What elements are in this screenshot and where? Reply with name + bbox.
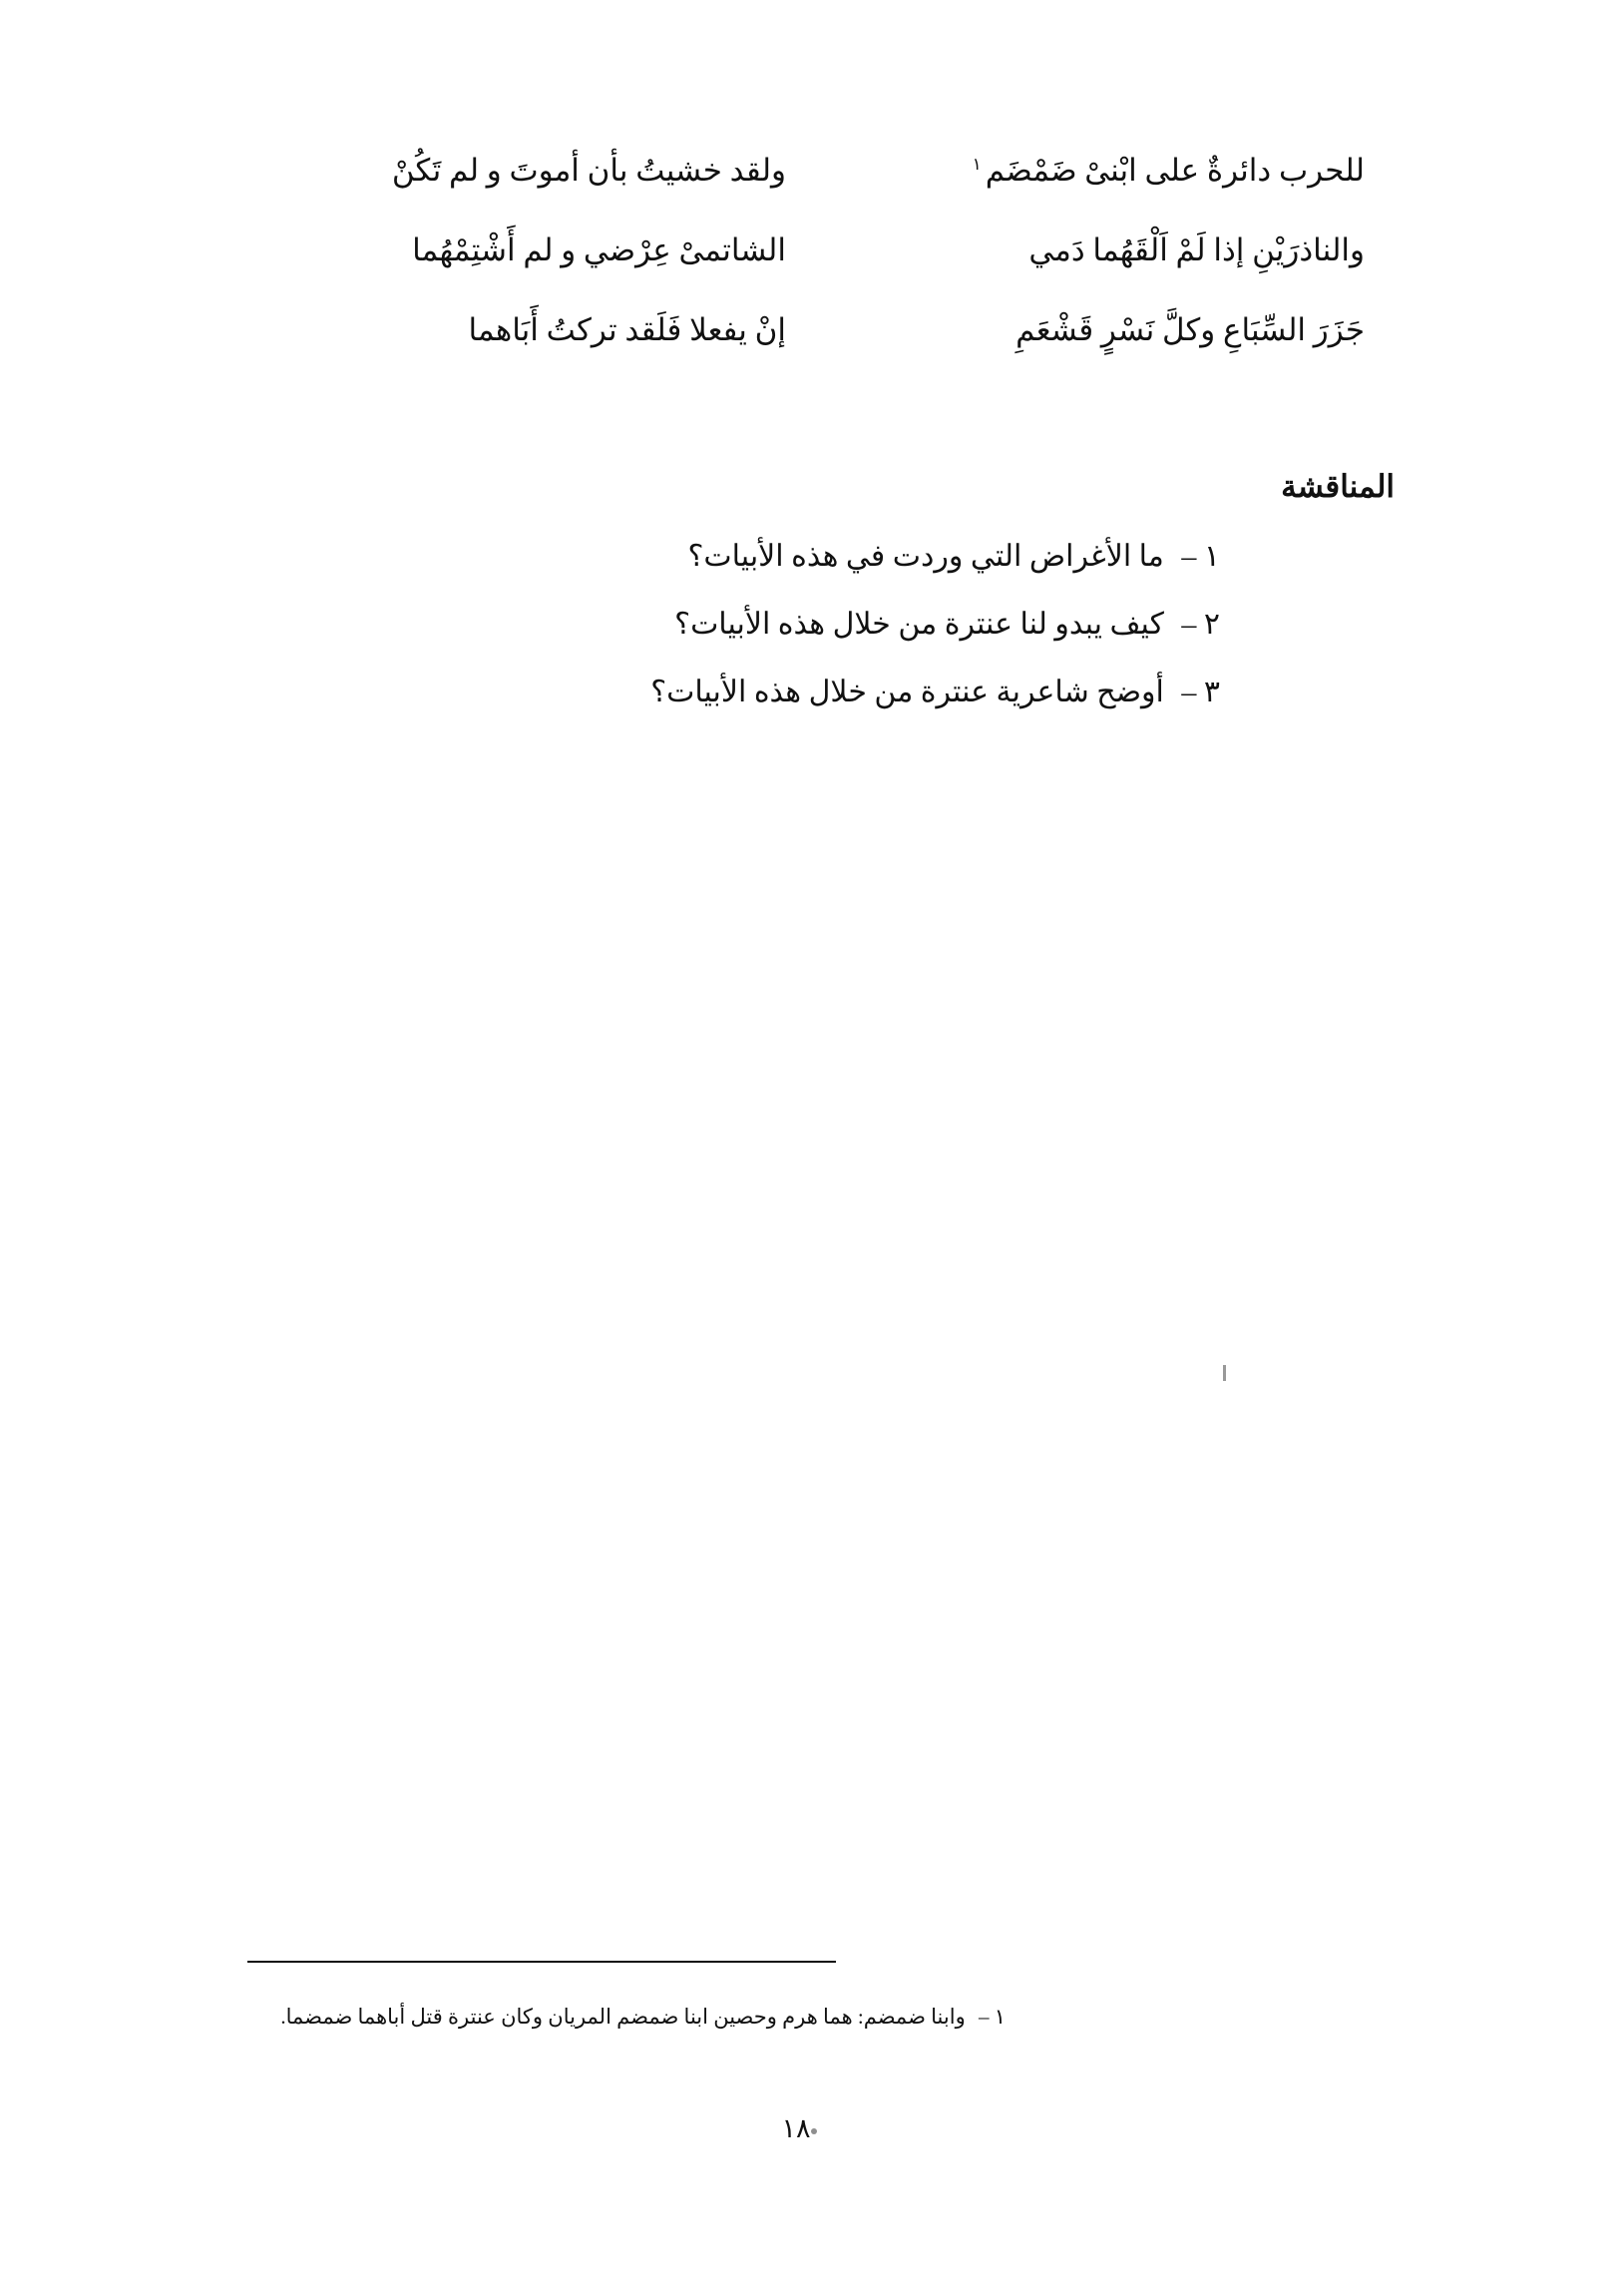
poem-hemistich-first: إنْ يفعلا فَلَقد تركتُ أَبَاهما — [468, 311, 786, 347]
page-number — [0, 2113, 1624, 2144]
poem-hemistich-first: ولقد خشيتُ بأن أموتَ و لم تَكُنْ — [391, 153, 786, 188]
poem-line — [229, 309, 1395, 351]
question-text: ما الأغراض التي وردت في هذه الأبيات؟ — [687, 540, 1164, 573]
discussion-heading: المناقشة — [1281, 469, 1395, 504]
poem-hemistich-second: والناذرَيْنِ إذا لَمْ اَلْقَهُما دَمي — [1028, 231, 1365, 267]
poem-line — [229, 229, 1395, 271]
poem-block — [229, 150, 1395, 389]
question-text: أوضح شاعرية عنترة من خلال هذه الأبيات؟ — [650, 676, 1164, 708]
footnote — [229, 2005, 1395, 2030]
scan-speck — [811, 2128, 817, 2134]
question-item — [229, 602, 1395, 647]
question-item — [229, 670, 1395, 714]
poem-line — [229, 150, 1395, 192]
question-item — [229, 534, 1395, 579]
footnote-separator — [247, 1961, 836, 1963]
questions-list — [229, 534, 1395, 737]
poem-hemistich-first: الشاتمىْ عِرْضي و لم أَشْتِمْهُما — [412, 231, 786, 267]
poem-hemistich-second — [846, 150, 1395, 192]
footnote-number: ١ – — [978, 2005, 1006, 2029]
scan-speck — [1223, 1365, 1226, 1381]
poem-hemistich-second: جَزَرَ السِّبَاعِ وكلَّ نَسْرٍ قَشْعَمِ — [1015, 311, 1365, 347]
question-number: ٣ – — [1181, 676, 1220, 708]
question-text: كيف يبدو لنا عنترة من خلال هذه الأبيات؟ — [674, 608, 1164, 641]
question-number: ٢ – — [1181, 608, 1220, 641]
question-number: ١ – — [1181, 540, 1220, 573]
footnote-body: وابنا ضمضم: هما هرم وحصين ابنا ضمضم المريان وكان عنترة قتل أباهما ضمضما. — [280, 2005, 966, 2029]
footnote-marker: ١ — [972, 154, 982, 174]
page-number-text: ١٨ — [781, 2113, 811, 2143]
poem-text: للحرب دائرةٌ على ابْنىْ ضَمْضَم — [985, 153, 1365, 188]
